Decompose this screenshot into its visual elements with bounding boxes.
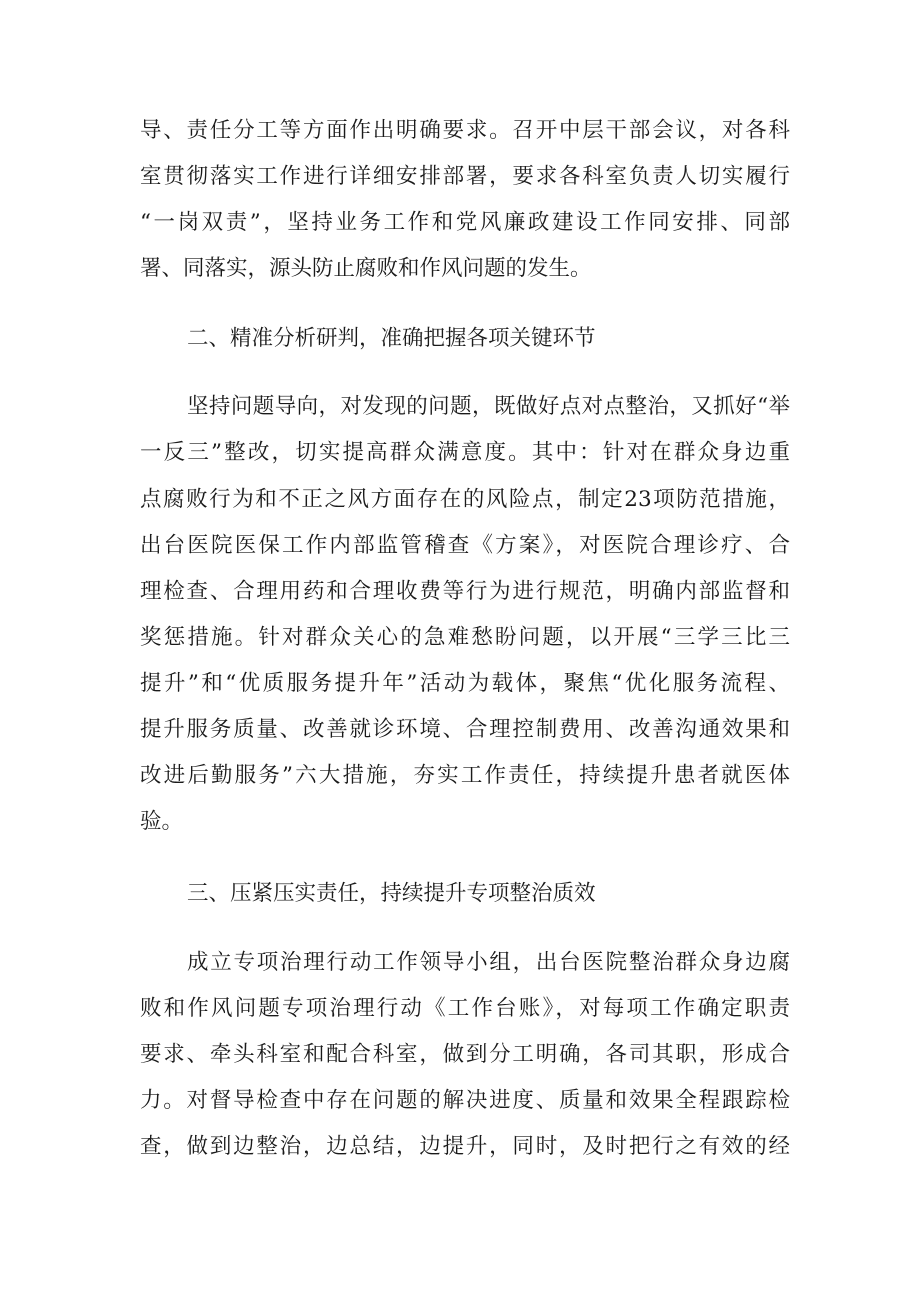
section-heading-3: 三、压紧压实责任，持续提升专项整治质效 xyxy=(187,881,596,906)
paragraph-1-line-2: 室贯彻落实工作进行详细安排部署，要求各科室负责人切实履行 xyxy=(140,164,790,189)
paragraph-2-line-6: 奖惩措施。针对群众关心的急难愁盼问题，以开展“三学三比三 xyxy=(140,625,790,650)
paragraph-2-line-9: 改进后勤服务”六大措施，夯实工作责任，持续提升患者就医体 xyxy=(140,763,790,788)
paragraph-2-line-1: 坚持问题导向，对发现的问题，既做好点对点整治，又抓好“举 xyxy=(187,394,790,419)
paragraph-1-line-3: “一岗双责”，坚持业务工作和党风廉政建设工作同安排、同部 xyxy=(140,210,790,235)
section-heading-2: 二、精准分析研判，准确把握各项关键环节 xyxy=(187,326,596,351)
paragraph-2-line-4: 出台医院医保工作内部监管稽查《方案》，对医院合理诊疗、合 xyxy=(140,533,790,558)
paragraph-3-line-4: 力。对督导检查中存在问题的解决进度、质量和效果全程跟踪检 xyxy=(140,1088,790,1113)
paragraph-3-line-1: 成立专项治理行动工作领导小组，出台医院整治群众身边腐 xyxy=(187,950,790,975)
paragraph-2-line-10: 验。 xyxy=(140,809,184,834)
paragraph-1-line-1: 导、责任分工等方面作出明确要求。召开中层干部会议，对各科 xyxy=(140,118,790,143)
paragraph-3-line-5: 查，做到边整治，边总结，边提升，同时，及时把行之有效的经 xyxy=(140,1134,790,1159)
paragraph-1-line-4: 署、同落实，源头防止腐败和作风问题的发生。 xyxy=(140,256,592,281)
paragraph-3-line-2: 败和作风问题专项治理行动《工作台账》，对每项工作确定职责 xyxy=(140,996,790,1021)
paragraph-2-line-3: 点腐败行为和不正之风方面存在的风险点，制定23项防范措施， xyxy=(140,487,790,512)
paragraph-2-line-5: 理检查、合理用药和合理收费等行为进行规范，明确内部监督和 xyxy=(140,579,790,604)
paragraph-2-line-8: 提升服务质量、改善就诊环境、合理控制费用、改善沟通效果和 xyxy=(140,717,790,742)
paragraph-2-line-2: 一反三”整改，切实提高群众满意度。其中：针对在群众身边重 xyxy=(140,440,790,465)
paragraph-3-line-3: 要求、牵头科室和配合科室，做到分工明确，各司其职，形成合 xyxy=(140,1042,790,1067)
paragraph-2-line-7: 提升”和“优质服务提升年”活动为载体，聚焦“优化服务流程、 xyxy=(140,671,790,696)
